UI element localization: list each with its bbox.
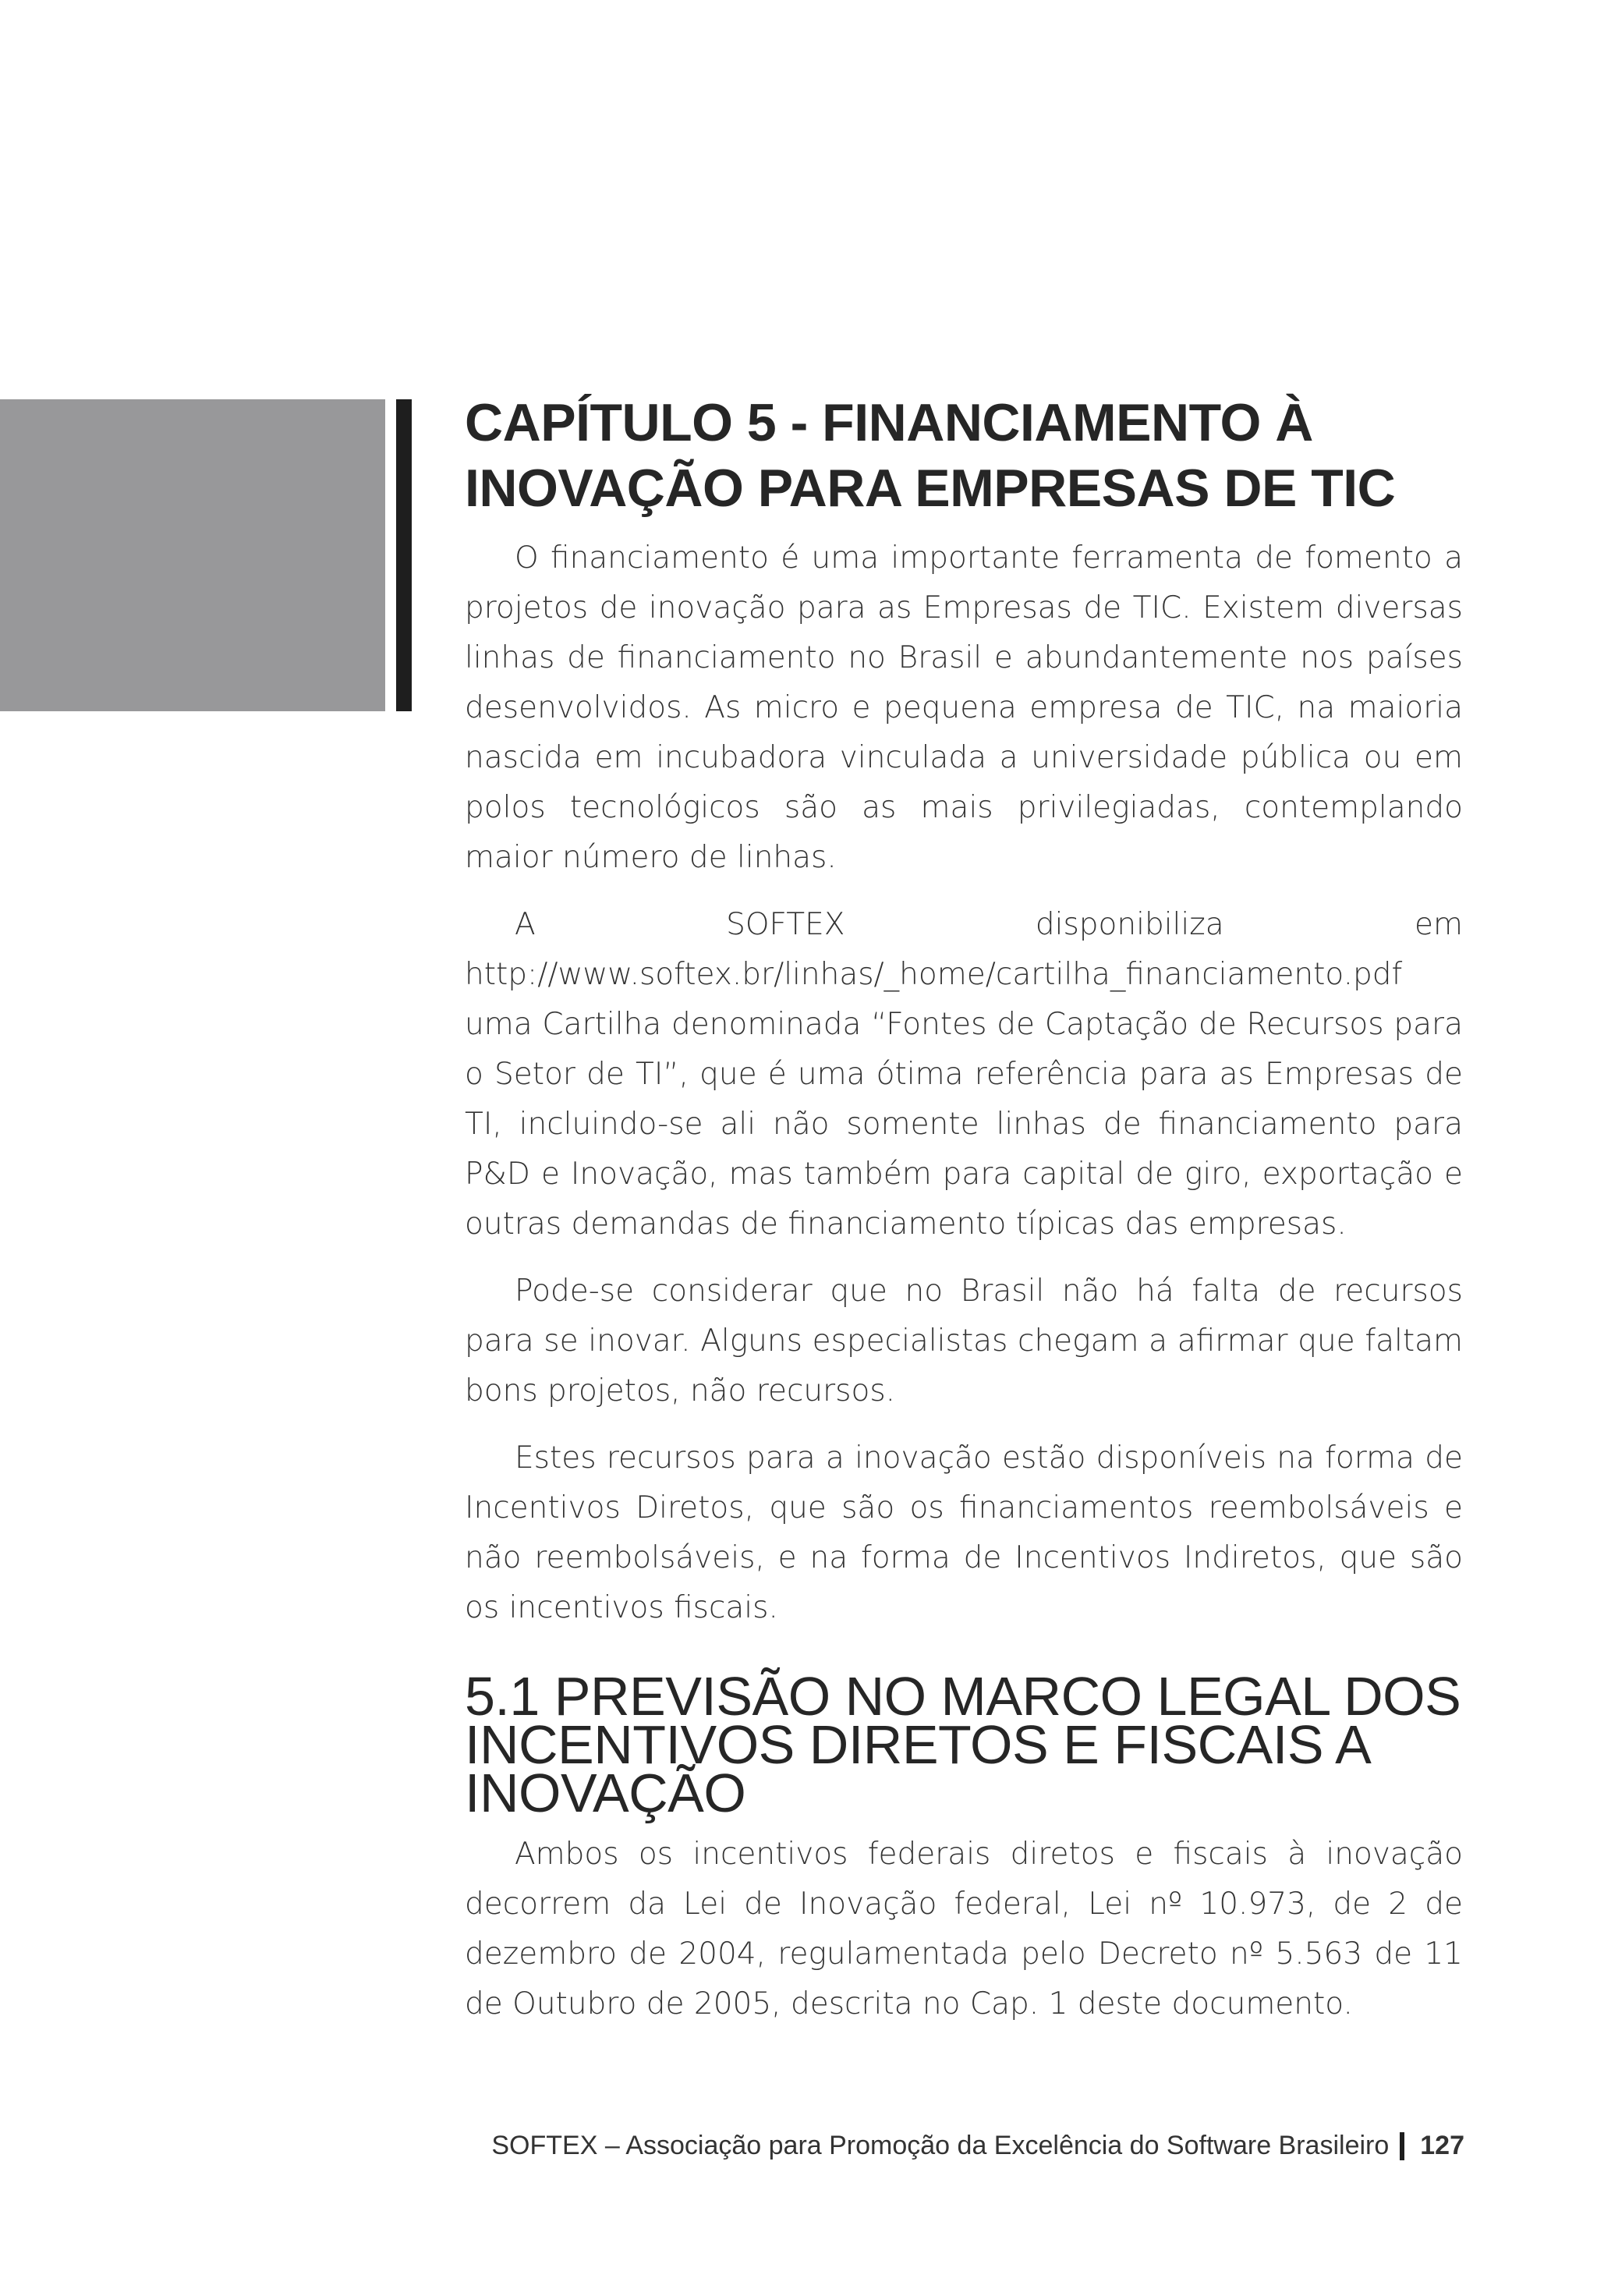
chapter-paragraph-4: Estes recursos para a inovação estão disponíveis na forma de Incentivos Diretos, que são os financiamentos reembolsáveis e não reembolsáveis, e na forma de Incentivos Indiretos, que são os incentivos fiscais. xyxy=(465,1440,1463,1625)
chapter-title-line-1: CAPÍTULO 5 - FINANCIAMENTO À xyxy=(465,393,1313,452)
decorative-black-bar xyxy=(396,399,412,711)
section-title-line-1: 5.1 PREVISÃO NO MARCO LEGAL DOS xyxy=(465,1666,1461,1727)
section-title-line-2: INCENTIVOS DIRETOS E FISCAIS A xyxy=(465,1714,1372,1775)
chapter-title xyxy=(465,390,1463,521)
footer-text: SOFTEX – Associação para Promoção da Excelência do Software Brasileiro xyxy=(491,2131,1390,2160)
page-footer xyxy=(491,2131,1464,2161)
section-paragraph-1: Ambos os incentivos federais diretos e fiscais à inovação decorrem da Lei de Inovação federal, Lei nº 10.973, de 2 de dezembro de 2004, regulamentada pelo Decreto nº 5.563 de 11 de Outubro de 2005, descrita no Cap. 1 deste documento. xyxy=(465,1837,1463,2021)
page-number: 127 xyxy=(1420,2131,1464,2160)
section-title-line-3: INOVAÇÃO xyxy=(465,1763,746,1823)
chapter-title-line-2: INOVAÇÃO PARA EMPRESAS DE TIC xyxy=(465,459,1396,518)
page-content xyxy=(465,390,1463,2029)
decorative-gray-block xyxy=(0,399,385,711)
section-title xyxy=(465,1666,1463,1823)
chapter-paragraph-3: Pode-se considerar que no Brasil não há falta de recursos para se inovar. Alguns especialistas chegam a afirmar que faltam bons projetos, não recursos. xyxy=(465,1274,1463,1408)
footer-separator xyxy=(1400,2132,1404,2160)
chapter-paragraph-2: A SOFTEX disponibiliza em http://www.softex.br/linhas/_home/cartilha_financiamento.pdf uma Cartilha denominada “Fontes de Captação de Recursos para o Setor de TI”, que é uma ótima referência para as Empresas de TI, incluindo-se ali não somente linhas de financiamento para P&D e Inovação, mas também para capital de giro, exportação e outras demandas de financiamento típicas das empresas. xyxy=(465,907,1463,1242)
chapter-paragraph-1: O financiamento é uma importante ferramenta de fomento a projetos de inovação para as Empresas de TIC. Existem diversas linhas de financiamento no Brasil e abundantemente nos países desenvolvidos. As micro e pequena empresa de TIC, na maioria nascida em incubadora vinculada a universidade pública ou em polos tecnológicos são as mais privilegiadas, contemplando maior número de linhas. xyxy=(465,540,1463,875)
